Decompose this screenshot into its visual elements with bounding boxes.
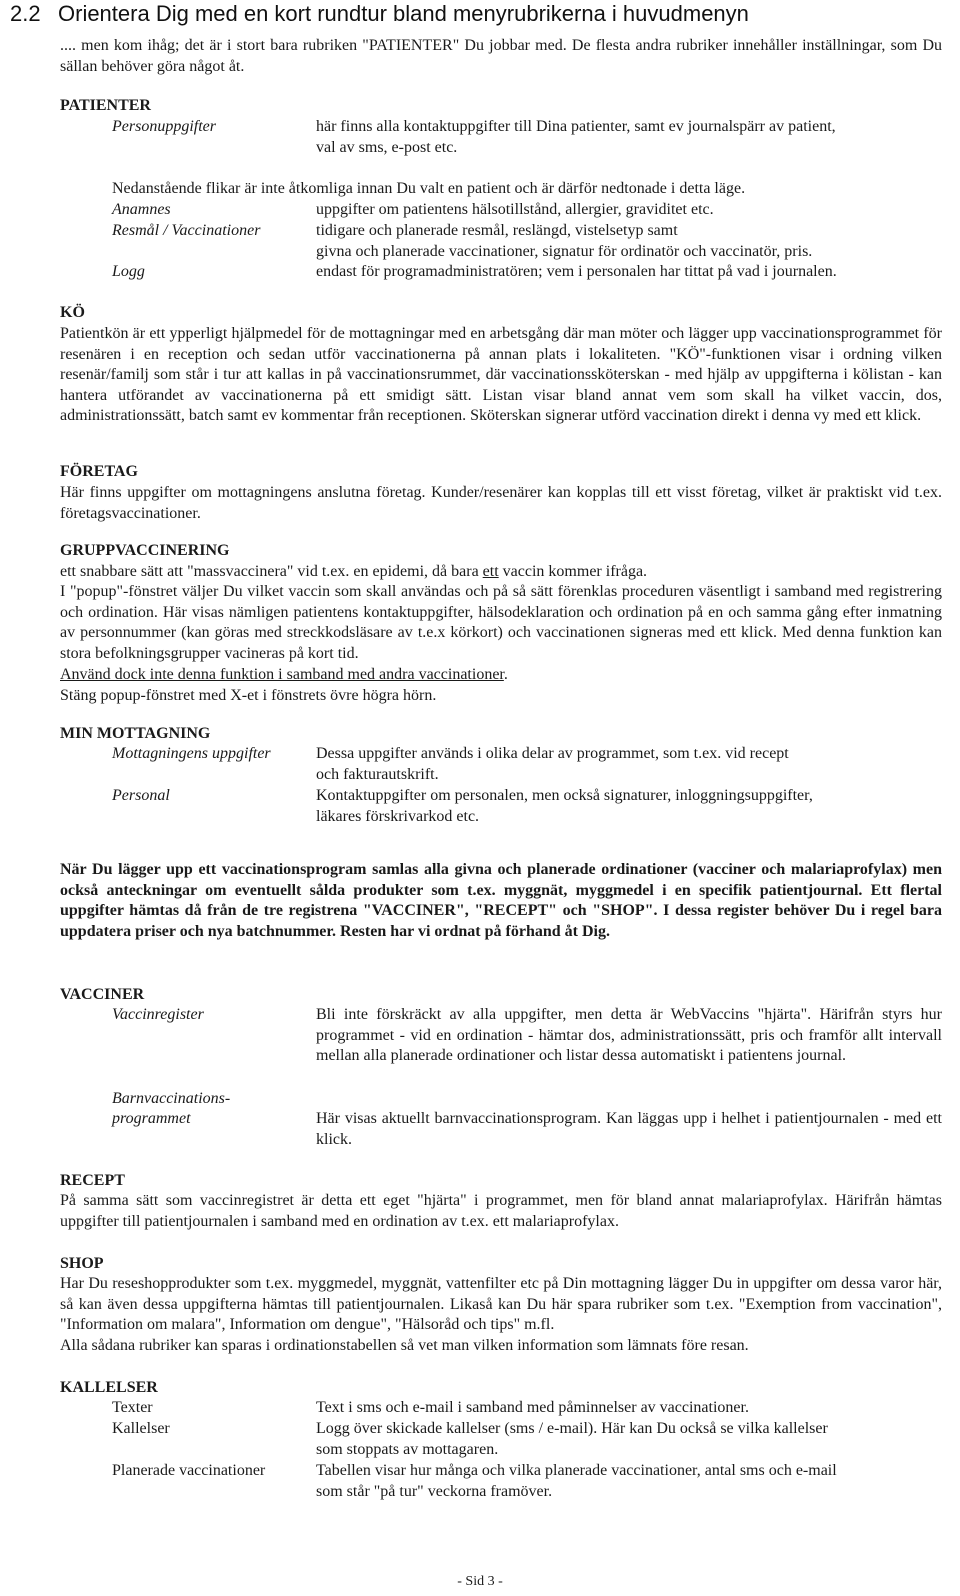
shop-paragraph-2: Alla sådana rubriker kan sparas i ordinationstabellen så vet man vilken information som lämnats före resan. xyxy=(60,1337,749,1354)
gruppvaccinering-heading: GRUPPVACCINERING xyxy=(60,542,230,559)
logg-term: Logg xyxy=(112,263,145,280)
shop-heading: SHOP xyxy=(60,1255,104,1272)
grupp-line1-underlined: ett xyxy=(482,563,499,580)
barnvaccinations-def: Här visas aktuellt barnvaccinationsprogram. Kan läggas upp i helhet i patientjournalen - med ett klick. xyxy=(316,1110,942,1148)
planerade-vaccinationer-def-1: Tabellen visar hur många och vilka planerade vaccinationer, antal sms och e-mail xyxy=(316,1462,837,1479)
foretag-paragraph: Här finns uppgifter om mottagningens anslutna företag. Kunder/resenärer kan kopplas till ett visst företag, vilket är praktiskt vid t.ex. företagsvaccinationer. xyxy=(60,484,942,522)
personuppgifter-def-2: val av sms, e-post etc. xyxy=(316,139,458,156)
patienter-note: Nedanstående flikar är inte åtkomliga innan Du valt en patient och är därför nedtonade i detta läge. xyxy=(112,180,746,197)
recept-heading: RECEPT xyxy=(60,1172,125,1189)
kallelser-def-1: Logg över skickade kallelser (sms / e-mail). Här kan Du också se vilka kallelser xyxy=(316,1420,828,1437)
barnvaccinations-term-2: programmet xyxy=(112,1110,191,1127)
grupp-line1-a: ett snabbare sätt att "massvaccinera" vid t.ex. en epidemi, då bara xyxy=(60,563,483,580)
vaccinregister-def: Bli inte förskräckt av alla uppgifter, men detta är WebVaccins "hjärta". Härifrån styrs hur programmet - vid en ordination - hämtar dos, administrationssätt, pris och framför allt intervall mellan alla planerade ordinationer och listar dessa automatiskt i patientens journal. xyxy=(316,1006,942,1065)
grupp-warning-end: . xyxy=(503,666,508,683)
shop-paragraph: Har Du reseshopprodukter som t.ex. myggmedel, myggnät, vattenfilter etc på Din mottagning lägger Du in uppgifter om dessa varor här, så kan även dessa uppgifterna hämtas till patientjournalen. Likaså kan Du här spara rubriker som t.ex. "Exemption from vaccination", "Information om malara", Information om dengue", "Hälsoråd och tips" m.fl. xyxy=(60,1275,942,1334)
kallelser-def-2: som stoppats av mottagaren. xyxy=(316,1441,499,1458)
section-heading xyxy=(10,0,749,28)
kallelser-term: Kallelser xyxy=(112,1420,170,1437)
resmal-term: Resmål / Vaccinationer xyxy=(112,222,261,239)
gruppvaccinering-warning xyxy=(60,665,508,686)
section-title: Orientera Dig med en kort rundtur bland menyrubrikerna i huvudmenyn xyxy=(58,1,749,26)
planerade-vaccinationer-def-2: som står "på tur" veckorna framöver. xyxy=(316,1483,553,1500)
kallelser-heading: KALLELSER xyxy=(60,1379,158,1396)
page-number: - Sid 3 - xyxy=(457,1574,503,1589)
grupp-warning-text: Använd dock inte denna funktion i samband med andra vaccinationer xyxy=(60,666,504,683)
mottagningens-uppgifter-def-2: och fakturautskrift. xyxy=(316,766,439,783)
resmal-def-1: tidigare och planerade resmål, reslängd, vistelsetyp samt xyxy=(316,222,678,239)
logg-def: endast för programadministratören; vem i personalen har tittat på vad i journalen. xyxy=(316,263,837,280)
barnvaccinations-term-1: Barnvaccinations- xyxy=(112,1090,231,1107)
gruppvaccinering-paragraph: I "popup"-fönstret väljer Du vilket vaccin som skall användas och på så sätt förenklas proceduren väsentligt i samband med registrering och ordination. Här visas nämligen patientens kontaktuppgifter, hälsodeklaration och ordination på en och samma gång efter inmatning av personnummer (kan göras med streckkodsläsare av t.e.x körkort) och vaccinationen signeras med ett klick. Med denna funktion kan stora befolkningsgrupper vacineras på kort tid. xyxy=(60,583,942,662)
min-mottagning-heading: MIN MOTTAGNING xyxy=(60,725,211,742)
patienter-heading: PATIENTER xyxy=(60,97,151,114)
personuppgifter-term: Personuppgifter xyxy=(112,118,216,135)
gruppvaccinering-line-1 xyxy=(60,562,647,583)
anamnes-def: uppgifter om patientens hälsotillstånd, allergier, graviditet etc. xyxy=(316,201,714,218)
resmal-def-2: givna och planerade vaccinationer, signatur för ordinatör och vaccinatör, pris. xyxy=(316,243,813,260)
ko-paragraph: Patientkön är ett ypperligt hjälpmedel för de mottagningar med en arbetsgång där man möter och lägger upp vaccinationsprogrammet för resenären i en reception och sedan utför vaccinationerna på annan plats i lokaliteten. "KÖ"-funktionen visar i ordning vilken resenär/familj som står i tur att kallas in på vaccinationsrummet, där vaccinationssköterskan - med hjälp av uppgifterna i kölistan - kan hantera utförandet av vaccinationerna på ett smidigt sätt. Listan visar bland annat vem som skall ha vilket vaccin, dos, administrationssätt, batch samt ev kommentar från receptionen. Sköterskan signerar utförd vaccination direkt i denna vy med ett klick. xyxy=(60,325,942,425)
vacciner-heading: VACCINER xyxy=(60,986,145,1003)
personal-def-2: läkares förskrivarkod etc. xyxy=(316,808,480,825)
recept-paragraph: På samma sätt som vaccinregistret är detta ett eget "hjärta" i programmet, men för bland annat malariaprofylax. Härifrån hämtas uppgifter till patientjournalen i samband med en ordination av t.ex. ett malariaprofylax. xyxy=(60,1192,942,1230)
personal-def-1: Kontaktuppgifter om personalen, men också signaturer, inloggningsuppgifter, xyxy=(316,787,813,804)
anamnes-term: Anamnes xyxy=(112,201,171,218)
texter-def: Text i sms och e-mail i samband med påminnelser av vaccinationer. xyxy=(316,1399,749,1416)
gruppvaccinering-close: Stäng popup-fönstret med X-et i fönstrets övre högra hörn. xyxy=(60,687,437,704)
personal-term: Personal xyxy=(112,787,170,804)
mottagningens-uppgifter-term: Mottagningens uppgifter xyxy=(112,745,271,762)
personuppgifter-def-1: här finns alla kontaktuppgifter till Dina patienter, samt ev journalspärr av patient, xyxy=(316,118,836,135)
foretag-heading: FÖRETAG xyxy=(60,463,138,480)
mottagningens-uppgifter-def-1: Dessa uppgifter används i olika delar av programmet, som t.ex. vid recept xyxy=(316,745,789,762)
intro-paragraph: .... men kom ihåg; det är i stort bara rubriken "PATIENTER" Du jobbar med. De flesta andra rubriker innehåller inställningar, som Du sällan behöver göra något åt. xyxy=(60,37,942,75)
vaccinregister-term: Vaccinregister xyxy=(112,1006,204,1023)
section-number: 2.2 xyxy=(10,1,41,26)
program-summary-paragraph: När Du lägger upp ett vaccinationsprogram samlas alla givna och planerade ordinationer (vacciner och malariaprofylax) men också anteckningar om eventuellt sålda produkter som t.ex. myggnät, myggmedel i en specifik patientjournal. Ett flertal uppgifter hämtas då från de tre registrena "VACCINER", "RECEPT" och "SHOP". I dessa register behöver Du i regel bara uppdatera priser och nya batchnummer. Resten har vi ordnat på förhand åt Dig. xyxy=(60,861,942,940)
planerade-vaccinationer-term: Planerade vaccinationer xyxy=(112,1462,266,1479)
grupp-line1-b: vaccin kommer ifråga. xyxy=(498,563,648,580)
texter-term: Texter xyxy=(112,1399,153,1416)
ko-heading: KÖ xyxy=(60,304,85,321)
